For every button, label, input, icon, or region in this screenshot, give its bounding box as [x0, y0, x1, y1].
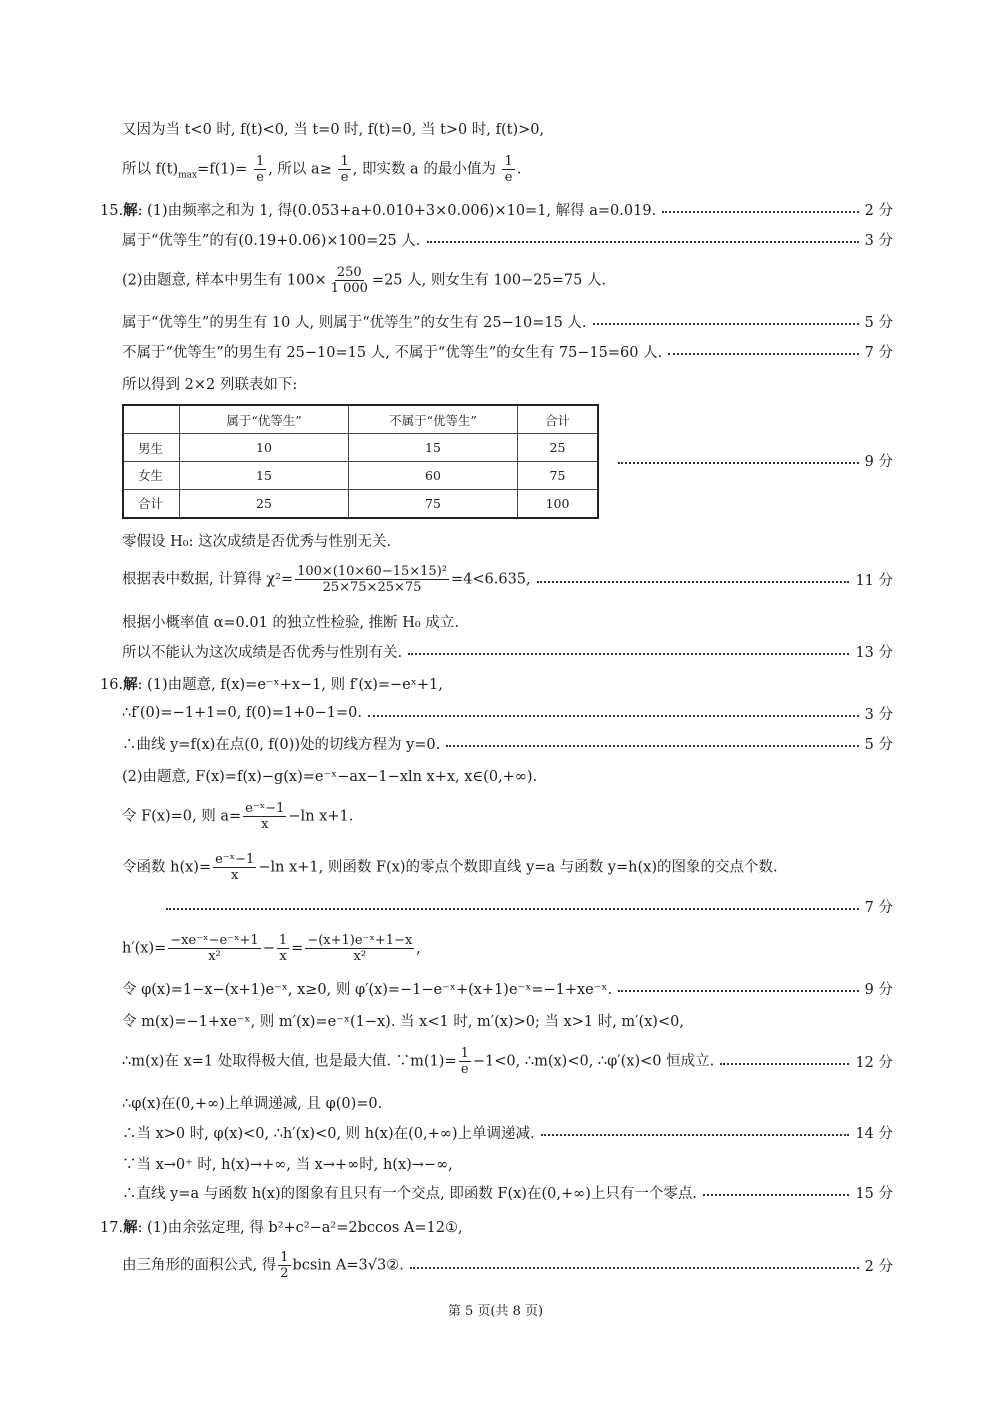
- numerator: 1: [278, 932, 288, 948]
- text-line: [122, 373, 893, 393]
- table-cell: 男生: [123, 434, 180, 462]
- table-cell: 75: [518, 461, 599, 489]
- text-seg: =f(1)=: [197, 161, 248, 177]
- denominator: e: [460, 1061, 469, 1077]
- text-seg: (2)由题意, 样本中男生有 100×: [122, 272, 327, 288]
- contingency-table: [122, 404, 599, 519]
- leader-dots: [368, 715, 859, 717]
- line-text: ∴当 x>0 时, φ(x)<0, ∴h′(x)<0, 则 h(x)在(0,+∞)上单调递减.: [122, 1125, 535, 1142]
- line-text: ∴φ(x)在(0,+∞)上单调递减, 且 φ(0)=0.: [122, 1095, 383, 1112]
- line-text: 零假设 H₀: 这次成绩是否优秀与性别无关.: [122, 533, 392, 550]
- leader-dots: [537, 581, 850, 583]
- score-label: 13 分: [855, 644, 893, 661]
- line-text: [122, 852, 778, 883]
- text-seg: 根据表中数据, 计算得 χ²=: [122, 571, 294, 587]
- fraction: [502, 154, 514, 185]
- answer-label: 解: [123, 1218, 138, 1236]
- line-text: [100, 1216, 463, 1237]
- denominator: e: [256, 169, 264, 185]
- line-text: 根据小概率值 α=0.01 的独立性检验, 推断 H₀ 成立.: [122, 614, 459, 631]
- text-line: [612, 450, 893, 470]
- text-line: [122, 733, 893, 753]
- table-cell: 10: [180, 434, 349, 462]
- leader-dots: [446, 745, 858, 747]
- answer-label: 解: [123, 675, 138, 693]
- line-text: [122, 1046, 714, 1077]
- numerator: 100×(10×60−15×15)²: [297, 563, 447, 579]
- denominator: x: [261, 816, 269, 832]
- fraction: [243, 801, 286, 832]
- text-seg: =25 人, 则女生有 100−25=75 人.: [371, 272, 607, 288]
- text-line: [122, 1092, 893, 1112]
- line-text: 令 m(x)=−1+xe⁻ˣ, 则 m′(x)=e⁻ˣ(1−x). 当 x<1 时, m′(x)>0; 当 x>1 时, m′(x)<0,: [122, 1013, 684, 1030]
- text-seg: ∴m(x)在 x=1 处取得极大值, 也是最大值. ∵m(1)=: [122, 1053, 457, 1069]
- text-line: [122, 849, 893, 885]
- text-seg: , 即实数 a 的最小值为: [352, 161, 496, 177]
- text-line: [122, 1182, 893, 1202]
- table-header-cell: 属于“优等生”: [180, 405, 349, 434]
- line-text: 令 φ(x)=1−x−(x+1)e⁻ˣ, x≥0, 则 φ′(x)=−1−e⁻ˣ+(x+1)e⁻ˣ=−1+xe⁻ˣ.: [122, 981, 613, 998]
- text-seg: bcsin A=3√3②.: [292, 1257, 404, 1273]
- score-label: 15 分: [855, 1185, 893, 1202]
- line-text: ∵当 x→0⁺ 时, h(x)→+∞, 当 x→+∞时, h(x)→−∞,: [122, 1156, 453, 1173]
- fraction: [254, 154, 266, 185]
- fraction: [459, 1046, 471, 1077]
- leader-dots: [541, 1134, 850, 1136]
- table-cell: 100: [518, 489, 599, 518]
- line-text: (2)由题意, F(x)=f(x)−g(x)=e⁻ˣ−ax−1−xln x+x, x∈(0,+∞).: [122, 768, 538, 785]
- leader-dots: [618, 462, 859, 464]
- score-label: 7 分: [864, 344, 893, 361]
- leader-dots: [408, 653, 849, 655]
- table-row: [123, 461, 598, 489]
- score-label: 12 分: [855, 1054, 893, 1071]
- score-label: 9 分: [864, 981, 893, 998]
- question-number: 15.: [100, 202, 124, 219]
- text-seg: 由三角形的面积公式, 得: [122, 1257, 277, 1273]
- text-seg: −ln x+1, 则函数 F(x)的零点个数即直线 y=a 与函数 y=h(x)的图象的交点个数.: [258, 859, 778, 875]
- line-text: [122, 801, 353, 832]
- text-seg: =4<6.635,: [450, 571, 531, 587]
- leader-dots: [662, 211, 858, 213]
- leader-dots: [427, 241, 859, 243]
- numerator: 1: [340, 153, 349, 169]
- text-seg: ,: [416, 940, 421, 956]
- text-line: [122, 1247, 893, 1283]
- text-seg: : (1)由频率之和为 1, 得(0.053+a+0.010+3×0.006)×10=1, 解得 a=0.019.: [137, 202, 657, 219]
- line-text: [122, 564, 531, 595]
- table-cell: 15: [180, 461, 349, 489]
- line-text: 属于“优等生”的男生有 10 人, 则属于“优等生”的女生有 25−10=15 人.: [122, 314, 587, 331]
- table-row: [123, 489, 598, 518]
- leader-dots: [703, 1194, 849, 1196]
- table-header-cell: 合计: [518, 405, 599, 434]
- score-label: 3 分: [864, 232, 893, 249]
- denominator: x²: [353, 948, 367, 964]
- text-seg: : (1)由余弦定理, 得 b²+c²−a²=2bccos A=12①,: [137, 1219, 463, 1236]
- text-line: [122, 703, 893, 723]
- denominator: 25×75×25×75: [322, 579, 422, 595]
- denominator: x: [279, 948, 287, 964]
- text-line: [122, 798, 893, 834]
- denominator: 2: [280, 1265, 289, 1281]
- leader-dots: [166, 908, 859, 910]
- fraction: [278, 1250, 290, 1281]
- text-line: [122, 530, 893, 550]
- text-seg: , 所以 a≥: [268, 161, 332, 177]
- text-seg: .: [516, 161, 522, 177]
- text-line: [122, 929, 893, 967]
- numerator: e⁻ˣ−1: [245, 800, 285, 816]
- answer-label: 解: [123, 201, 138, 219]
- line-text: [100, 673, 443, 694]
- text-line: [122, 561, 893, 597]
- text-line: [122, 978, 893, 998]
- text-seg: −ln x+1.: [288, 808, 354, 824]
- text-line: [122, 1043, 893, 1079]
- text-line: [122, 118, 893, 138]
- leader-dots: [618, 990, 858, 992]
- table-cell: 合计: [123, 489, 180, 518]
- text-seg: 令函数 h(x)=: [122, 859, 212, 875]
- text-line: [122, 1153, 893, 1173]
- line-text: [100, 199, 656, 220]
- fraction: [168, 933, 260, 964]
- table-header-cell: [123, 405, 180, 434]
- fraction: [277, 933, 289, 964]
- score-label: 7 分: [864, 899, 893, 916]
- score-label: 14 分: [855, 1125, 893, 1142]
- fraction: [213, 852, 256, 883]
- numerator: 1: [460, 1045, 469, 1061]
- fraction: [295, 564, 449, 595]
- denominator: e: [504, 169, 513, 185]
- fraction: [305, 933, 414, 964]
- line-text: ∴直线 y=a 与函数 h(x)的图象有且只有一个交点, 即函数 F(x)在(0,+∞)上只有一个零点.: [122, 1185, 698, 1202]
- score-label: 11 分: [855, 572, 893, 589]
- denominator: x²: [208, 948, 221, 964]
- table-cell: 75: [349, 489, 518, 518]
- subscript: max: [178, 169, 198, 180]
- line-text: 不属于“优等生”的男生有 25−10=15 人, 不属于“优等生”的女生有 75−15=60 人.: [122, 344, 663, 361]
- text-seg: 所以 f(t): [122, 161, 179, 177]
- numerator: −xe⁻ˣ−e⁻ˣ+1: [170, 932, 259, 948]
- text-line: [122, 229, 893, 249]
- text-seg: =: [291, 940, 304, 956]
- line-text: 属于“优等生”的有(0.19+0.06)×100=25 人.: [122, 232, 421, 249]
- text-line: [160, 896, 893, 916]
- numerator: 1: [504, 153, 513, 169]
- score-label: 2 分: [864, 1258, 893, 1275]
- fraction: [329, 265, 370, 296]
- text-line: [122, 262, 893, 298]
- text-line: [122, 641, 893, 661]
- table-cell: 女生: [123, 461, 180, 489]
- denominator: e: [340, 169, 349, 185]
- table-row: [123, 434, 598, 462]
- fraction: [338, 154, 350, 185]
- table-cell: 25: [180, 489, 349, 518]
- text-seg: : (1)由题意, f(x)=e⁻ˣ+x−1, 则 f′(x)=−eˣ+1,: [137, 676, 443, 693]
- line-text: [122, 265, 606, 296]
- text-line: [122, 765, 893, 785]
- line-text: 所以得到 2×2 列联表如下:: [122, 376, 298, 393]
- score-label: 5 分: [864, 314, 893, 331]
- table-cell: 60: [349, 461, 518, 489]
- score-label: 3 分: [864, 706, 893, 723]
- question-number: 16.: [100, 676, 124, 693]
- leader-dots: [410, 1267, 859, 1269]
- text-line: [100, 673, 893, 693]
- score-label: 5 分: [864, 736, 893, 753]
- line-text: [122, 1250, 404, 1281]
- denominator: x: [231, 867, 239, 883]
- line-text: 又因为当 t<0 时, f(t)<0, 当 t=0 时, f(t)=0, 当 t>0 时, f(t)>0,: [122, 121, 545, 138]
- text-line: [122, 1122, 893, 1142]
- numerator: e⁻ˣ−1: [215, 851, 255, 867]
- line-text: ∴曲线 y=f(x)在点(0, f(0))处的切线方程为 y=0.: [122, 736, 441, 753]
- text-seg: −1<0, ∴m(x)<0, ∴φ′(x)<0 恒成立.: [472, 1053, 715, 1069]
- table-cell: 25: [518, 434, 599, 462]
- line-text: [122, 933, 421, 964]
- line-text: ∴f′(0)=−1+1=0, f(0)=1+0−1=0.: [122, 705, 362, 721]
- numerator: 1: [280, 1249, 289, 1265]
- text-line: [122, 341, 893, 361]
- text-seg: 令 F(x)=0, 则 a=: [122, 808, 242, 824]
- text-line: [122, 152, 893, 186]
- table-header-cell: 不属于“优等生”: [349, 405, 518, 434]
- text-line: [100, 199, 893, 219]
- numerator: 250: [336, 264, 362, 280]
- denominator: 1 000: [330, 280, 368, 296]
- line-text: [122, 154, 521, 185]
- text-seg: −: [262, 940, 275, 956]
- text-line: [100, 1216, 893, 1236]
- line-text: 所以不能认为这次成绩是否优秀与性别有关.: [122, 644, 403, 661]
- score-label: 2 分: [864, 202, 893, 219]
- leader-dots: [668, 353, 858, 355]
- text-line: [122, 1010, 893, 1030]
- numerator: −(x+1)e⁻ˣ+1−x: [307, 932, 413, 948]
- page-footer: 第 5 页(共 8 页): [447, 1304, 544, 1319]
- leader-dots: [593, 323, 859, 325]
- score-label: 9 分: [864, 453, 893, 470]
- leader-dots: [720, 1063, 849, 1065]
- table-header-row: [123, 405, 598, 434]
- table-cell: 15: [349, 434, 518, 462]
- text-seg: h′(x)=: [122, 940, 167, 956]
- question-number: 17.: [100, 1219, 124, 1236]
- text-line: [122, 311, 893, 331]
- numerator: 1: [255, 153, 265, 169]
- text-line: [122, 611, 893, 631]
